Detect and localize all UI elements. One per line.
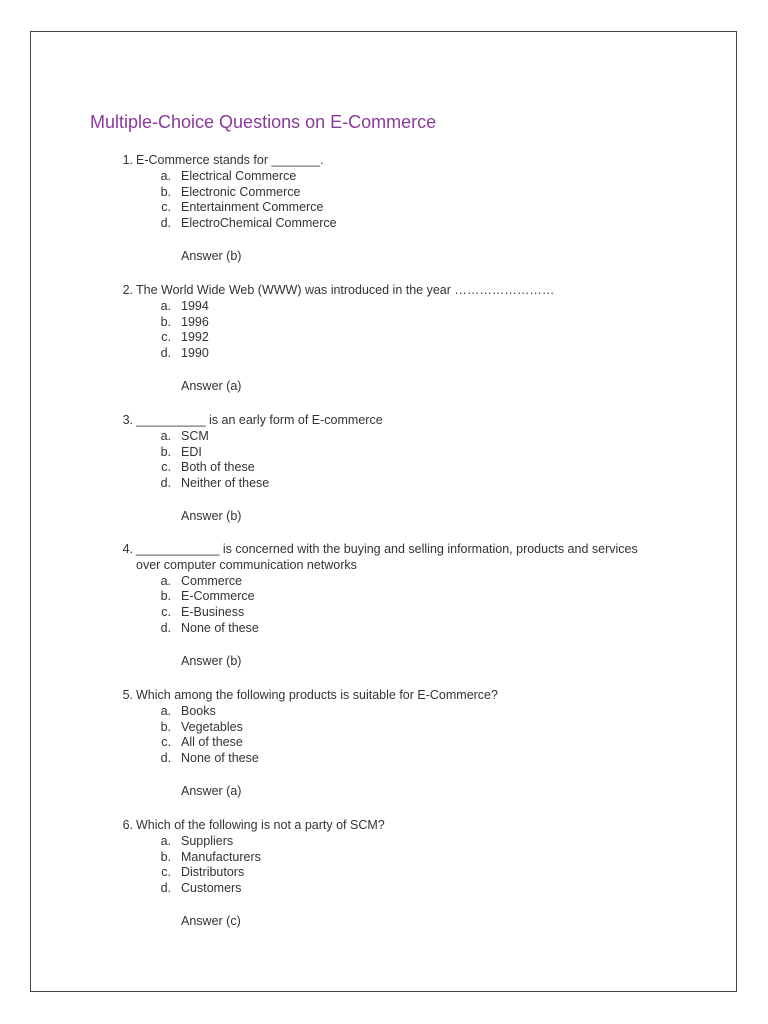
option-letter: d. [160,216,171,231]
option-text: Neither of these [181,476,270,491]
answer-text: Answer (a) [181,379,242,393]
question-number: 5. [122,688,133,702]
option-letter: c. [161,735,171,750]
option-letter: a. [160,833,171,848]
answer-text: Answer (a) [181,784,242,798]
option-item [31,460,631,476]
option-text: Books [181,703,216,718]
question-text: E-Commerce stands for _______. [136,153,324,167]
option-item [31,200,631,216]
option-text: None of these [181,620,259,635]
question-number: 3. [122,413,133,427]
question-number: 1. [122,153,133,167]
question-text: ____________ is concerned with the buying and selling information, products and services [136,542,638,556]
option-text: EDI [181,444,202,459]
option-item [31,476,631,492]
question-text: __________ is an early form of E-commerce [136,413,383,427]
answer-text: Answer (b) [181,509,242,523]
option-letter: c. [161,200,171,215]
option-letter: b. [160,184,171,199]
option-item [31,445,631,461]
option-text: SCM [181,428,209,443]
option-item [31,850,631,866]
option-letter: d. [160,476,171,491]
option-text: Entertainment Commerce [181,200,324,215]
option-item [31,330,631,346]
option-letter: c. [161,865,171,880]
option-letter: c. [161,330,171,345]
question-text-continued: over computer communication networks [136,557,357,572]
option-item [31,704,631,720]
option-text: 1994 [181,298,209,313]
option-text: All of these [181,735,243,750]
option-letter: d. [160,620,171,635]
option-item [31,865,631,881]
option-text: 1992 [181,330,209,345]
option-letter: d. [160,881,171,896]
option-text: Electronic Commerce [181,184,301,199]
question-number: 2. [122,283,133,297]
document-page [30,31,737,992]
question-number: 6. [122,818,133,832]
document-title: Multiple-Choice Questions on E-Commerce [90,112,437,132]
answer-text: Answer (b) [181,654,242,668]
option-text: Vegetables [181,719,243,734]
answer-text: Answer (b) [181,249,242,263]
option-item [31,346,631,362]
option-item [31,216,631,232]
option-item [31,605,631,621]
option-letter: a. [160,298,171,313]
option-item [31,429,631,445]
question-number: 4. [122,542,133,556]
option-item [31,589,631,605]
option-text: Commerce [181,573,243,588]
option-letter: d. [160,751,171,766]
option-text: Manufacturers [181,849,261,864]
option-item [31,881,631,897]
option-item [31,621,631,637]
option-item [31,834,631,850]
option-list [31,299,631,362]
option-item [31,735,631,751]
option-letter: b. [160,589,171,604]
option-letter: a. [160,573,171,588]
option-text: Electrical Commerce [181,168,297,183]
option-text: 1990 [181,346,209,361]
option-item [31,299,631,315]
option-letter: a. [160,168,171,183]
option-letter: b. [160,314,171,329]
option-letter: b. [160,444,171,459]
option-list [31,429,631,492]
option-text: Suppliers [181,833,234,848]
option-letter: b. [160,849,171,864]
option-list [31,574,631,637]
option-item [31,720,631,736]
option-item [31,315,631,331]
option-letter: d. [160,346,171,361]
option-item [31,169,631,185]
option-text: Distributors [181,865,245,880]
question-text: The World Wide Web (WWW) was introduced in the year …………………… [136,283,555,297]
option-item [31,185,631,201]
option-list [31,834,631,897]
option-letter: a. [160,428,171,443]
option-text: ElectroChemical Commerce [181,216,337,231]
option-text: E-Commerce [181,589,255,604]
question-text: Which of the following is not a party of SCM? [136,818,385,832]
option-text: E-Business [181,605,245,620]
question-text: Which among the following products is suitable for E-Commerce? [136,688,498,702]
option-letter: c. [161,605,171,620]
option-list [31,704,631,767]
option-letter: b. [160,719,171,734]
option-list [31,169,631,232]
option-letter: c. [161,460,171,475]
option-item [31,751,631,767]
option-text: None of these [181,751,259,766]
answer-text: Answer (c) [181,914,241,928]
option-text: 1996 [181,314,209,329]
option-item [31,574,631,590]
option-text: Customers [181,881,242,896]
option-letter: a. [160,703,171,718]
option-text: Both of these [181,460,255,475]
